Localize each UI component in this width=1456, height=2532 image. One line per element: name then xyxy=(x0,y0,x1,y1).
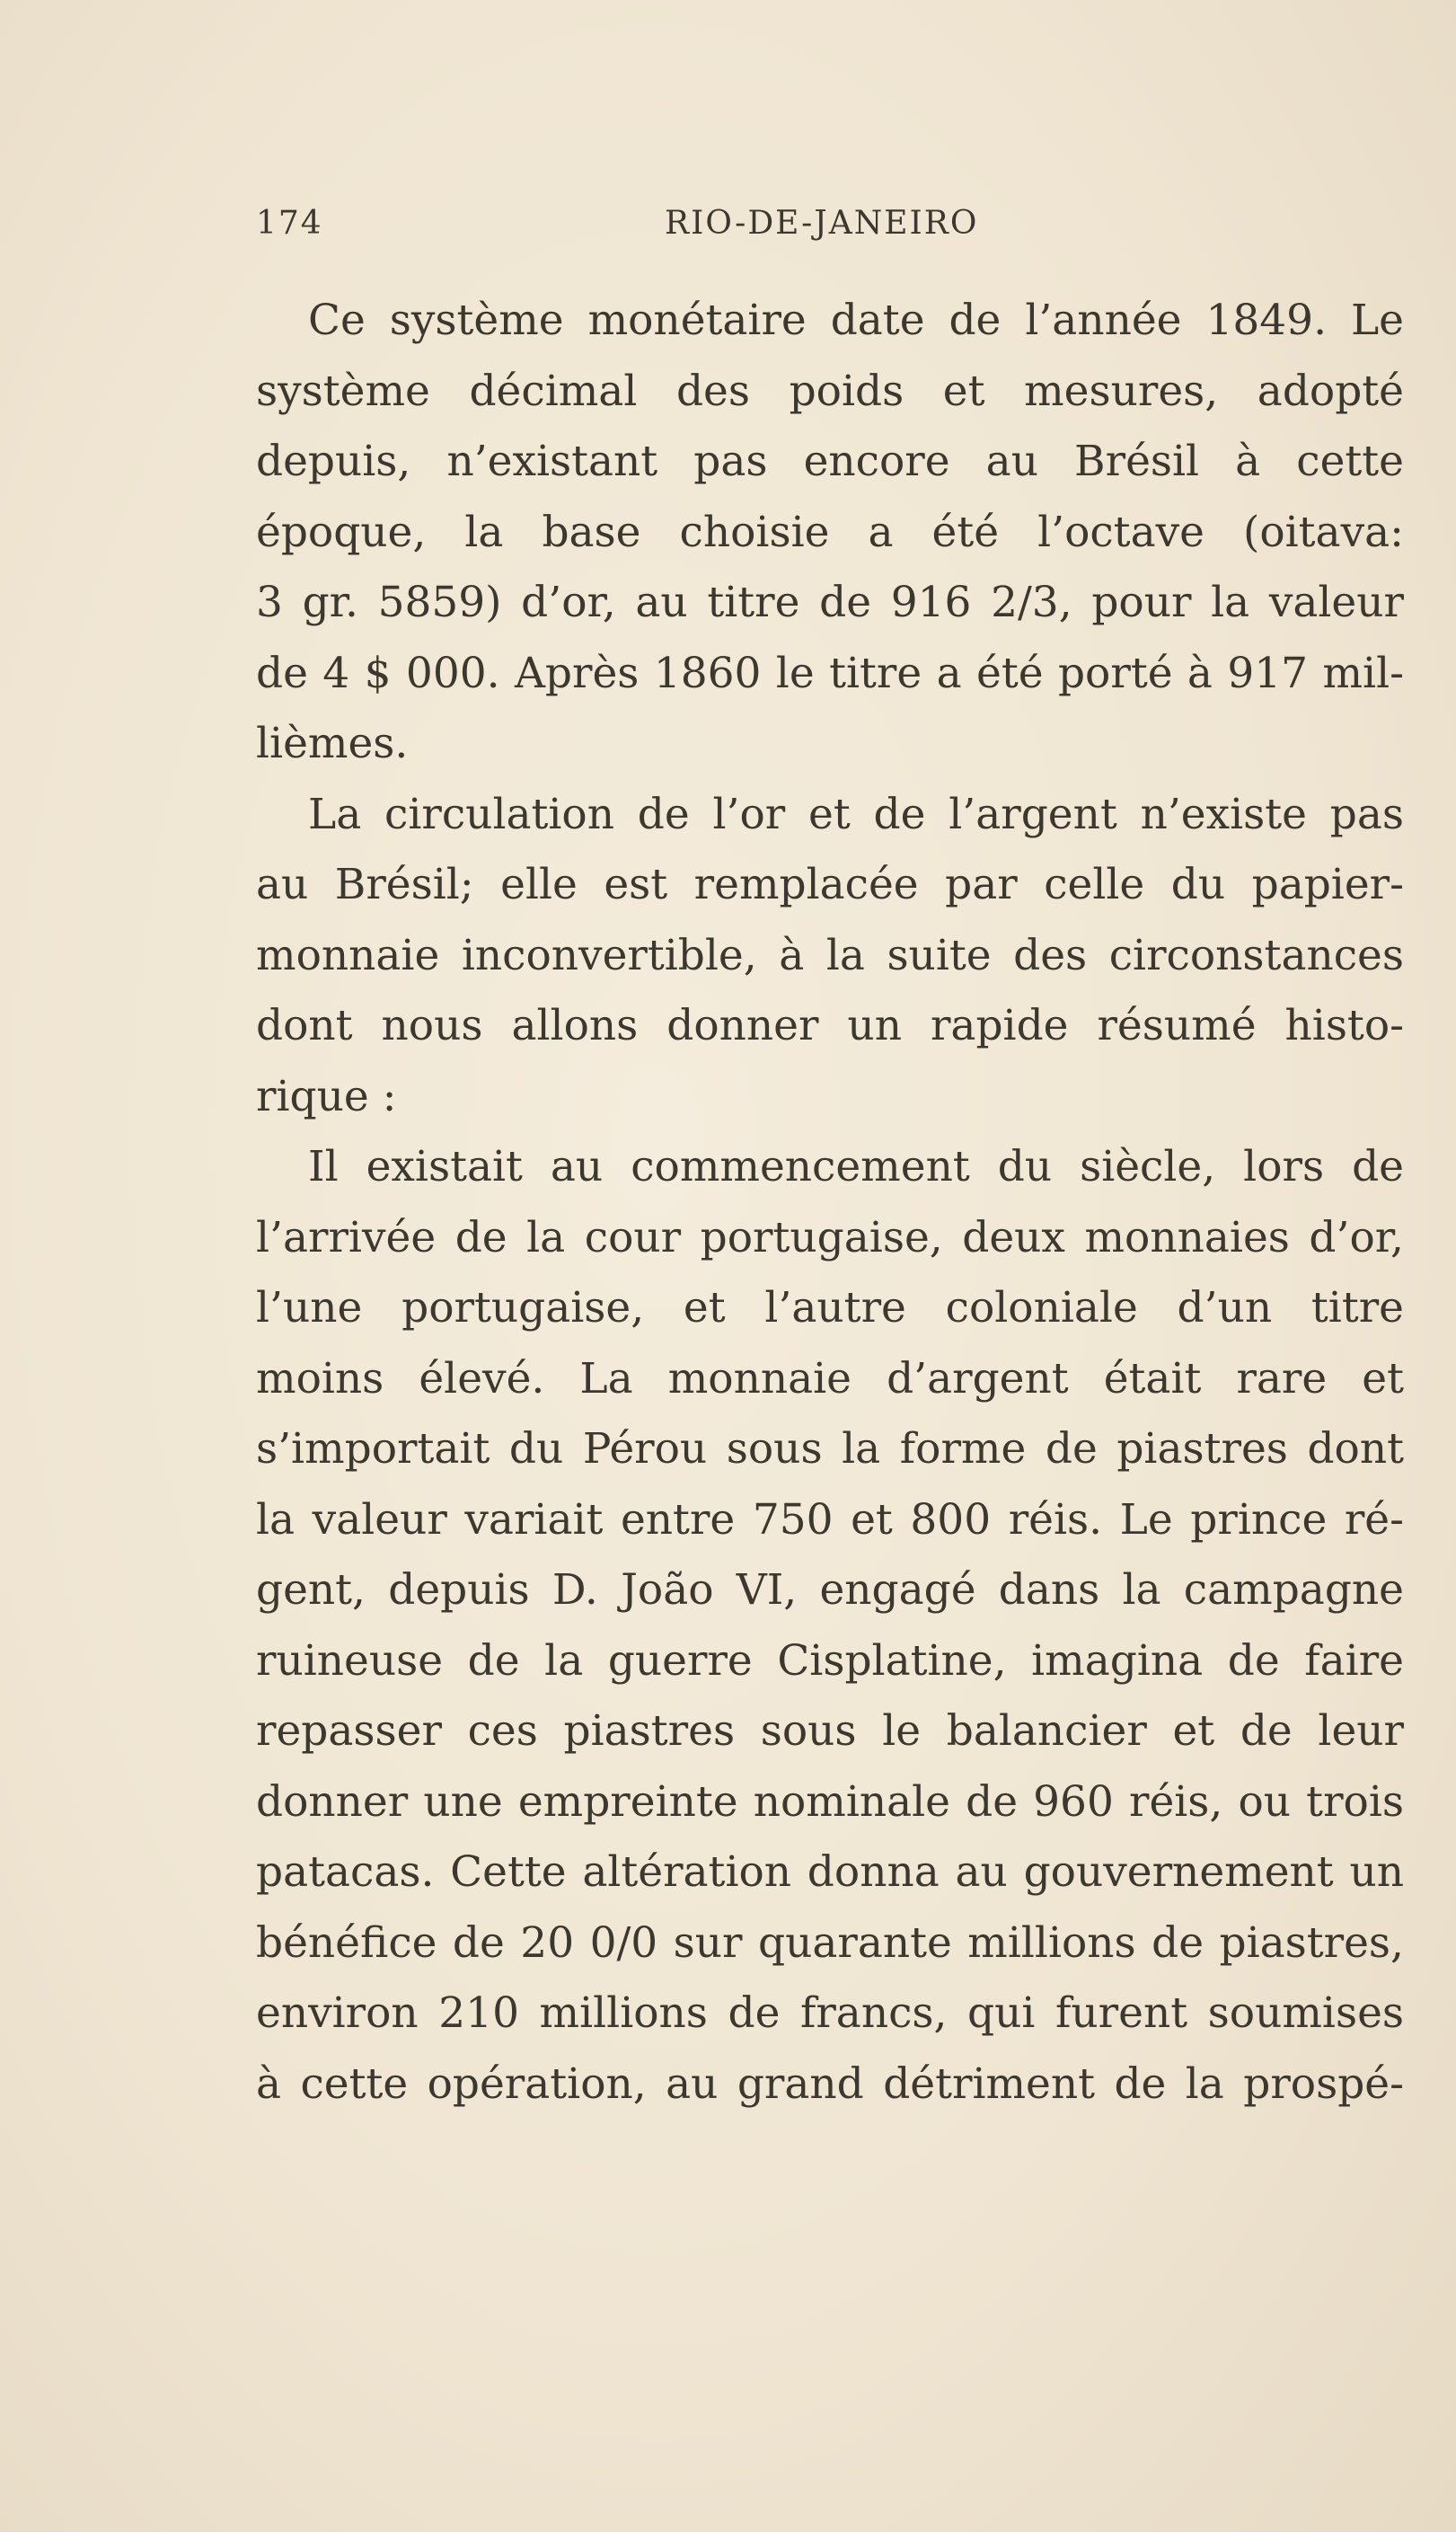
text-line: Ce système monétaire date de l’année 1849. Le xyxy=(308,296,1404,345)
text-line: système décimal des poids et mesures, adopté xyxy=(256,366,1404,416)
text-line: lièmes. xyxy=(256,719,409,768)
text-line: la valeur variait entre 750 et 800 réis. Le prince ré- xyxy=(256,1494,1404,1545)
text-line: La circulation de l’or et de l’argent n’existe pas xyxy=(308,789,1404,839)
text-line: bénéfice de 20 0/0 sur quarante millions de piastres, xyxy=(256,1917,1404,1968)
text-line: à cette opération, au grand détriment de la prospé- xyxy=(256,2058,1404,2109)
text-line: monnaie inconvertible, à la suite des circonstances xyxy=(256,930,1404,980)
text-line: l’arrivée de la cour portugaise, deux monnaies d’or, xyxy=(256,1212,1404,1262)
text-line: dont nous allons donner un rapide résumé histo- xyxy=(256,1001,1404,1050)
text-line: 3 gr. 5859) d’or, au titre de 916 2/3, pour la valeur xyxy=(256,578,1404,627)
running-title: RIO-DE-JANEIRO xyxy=(665,205,979,242)
text-line: environ 210 millions de francs, qui furent soumises xyxy=(256,1988,1404,2038)
text-line: de 4 $ 000. Après 1860 le titre a été porté à 917 mil- xyxy=(256,648,1404,698)
text-line: l’une portugaise, et l’autre coloniale d’un titre xyxy=(256,1283,1404,1332)
text-line: Il existait au commencement du siècle, lors de xyxy=(308,1142,1404,1191)
page-number: 174 xyxy=(256,205,323,242)
text-line: depuis, n’existant pas encore au Brésil à cette xyxy=(256,437,1404,486)
text-line: gent, depuis D. João VI, engagé dans la campagne xyxy=(256,1565,1404,1615)
text-line: repasser ces piastres sous le balancier et de leur xyxy=(256,1706,1404,1756)
body-text xyxy=(256,286,1404,2120)
text-line: donner une empreinte nominale de 960 réis, ou trois xyxy=(256,1776,1404,1827)
text-line: au Brésil; elle est remplacée par celle du papier- xyxy=(256,860,1404,909)
text-line: rique : xyxy=(256,1071,397,1121)
text-line: ruineuse de la guerre Cisplatine, imagina de faire xyxy=(256,1635,1404,1686)
text-line: époque, la base choisie a été l’octave (oitava: xyxy=(256,507,1404,557)
text-line: moins élevé. La monnaie d’argent était rare et xyxy=(256,1353,1404,1403)
page-header xyxy=(256,205,1406,259)
text-line: s’importait du Pérou sous la forme de piastres dont xyxy=(256,1424,1404,1474)
text-line: patacas. Cette altération donna au gouvernement un xyxy=(256,1847,1404,1897)
